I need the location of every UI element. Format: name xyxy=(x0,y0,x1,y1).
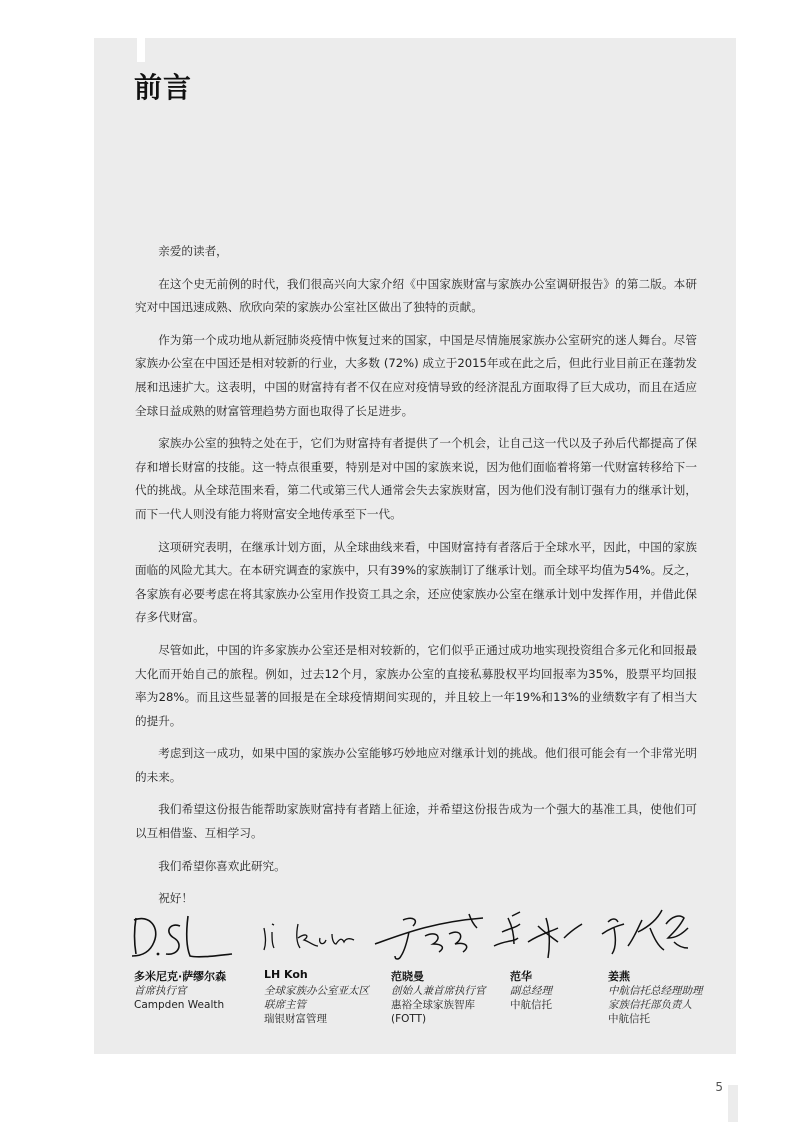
paragraph: 尽管如此，中国的许多家族办公室还是相对较新的，它们似乎正通过成功地实现投资组合多元化和回报最大化而开始自己的旅程。例如，过去12个月，家族办公室的直接私募股权平均回报率为35%，股票平均回报率为28%。而且这些显著的回报是在全球疫情期间实现的，并且较上一年19%和13%的业绩数字有了相当大的提升。 xyxy=(135,642,697,728)
signatory-role: 创始人兼首席执行官 xyxy=(391,985,486,997)
signatory-org: 中航信托 xyxy=(608,1013,650,1025)
signatory-3 xyxy=(373,898,493,1025)
signatory-2 xyxy=(258,898,369,1025)
signatory-org: 瑞银财富管理 xyxy=(264,1013,327,1025)
handwritten-signature xyxy=(128,898,238,964)
signatory-org: 惠裕全球家族智库 xyxy=(391,999,475,1011)
paragraph: 考虑到这一成功，如果中国的家族办公室能够巧妙地应对继承计划的挑战。他们很可能会有一个非常光明的未来。 xyxy=(135,746,697,784)
handwritten-signature xyxy=(258,898,368,964)
signatory-name: 范晓曼 xyxy=(391,970,424,983)
paragraph: 我们希望你喜欢此研究。 xyxy=(158,858,286,873)
handwritten-signature xyxy=(373,898,493,964)
signatory-org: 中航信托 xyxy=(510,999,552,1011)
signatory-1 xyxy=(128,898,238,1011)
closing: 祝好！ xyxy=(158,891,193,906)
signatory-role: 联席主管 xyxy=(264,999,306,1011)
signatory-name: 姜燕 xyxy=(608,970,630,983)
greeting: 亲爱的读者， xyxy=(158,244,228,258)
signatory-role: 副总经理 xyxy=(510,985,552,997)
paragraph: 我们希望这份报告能帮助家族财富持有者踏上征途，并希望这份报告成为一个强大的基准工具，使他们可以互相借鉴、互相学习。 xyxy=(135,802,697,841)
signatory-5 xyxy=(598,898,718,1025)
signatory-name: 范华 xyxy=(510,970,532,983)
signatory-org: Campden Wealth xyxy=(134,999,225,1011)
signatory-role: 家族信托部负责人 xyxy=(608,999,692,1011)
page-edge-tab xyxy=(728,1085,738,1122)
handwritten-signature xyxy=(598,898,718,964)
signatory-org: (FOTT) xyxy=(391,1013,427,1025)
page-title: 前言 xyxy=(134,71,193,104)
signatory-role: 首席执行官 xyxy=(134,985,187,997)
handwritten-signature xyxy=(488,898,598,964)
page-number: 5 xyxy=(715,1080,723,1094)
header-accent-bar xyxy=(137,38,145,62)
signature-block xyxy=(128,898,718,1028)
paragraph: 家族办公室的独特之处在于，它们为财富持有者提供了一个机会，让自己这一代以及子孙后代都提高了保存和增长财富的技能。这一特点很重要，特别是对中国的家族来说，因为他们面临着将第一代财富转移给下一代的挑战。从全球范围来看，第二代或第三代人通常会失去家族财富，因为他们没有制订强有力的继承计划，而下一代人则没有能力将财富安全地传承至下一代。 xyxy=(135,436,697,521)
signatory-name: LH Koh xyxy=(264,968,308,981)
signatory-name: 多米尼克·萨缪尔森 xyxy=(134,970,227,983)
paragraph: 在这个史无前例的时代，我们很高兴向大家介绍《中国家族财富与家族办公室调研报告》的第二版。本研究对中国迅速成熟、欣欣向荣的家族办公室社区做出了独特的贡献。 xyxy=(135,276,697,315)
signatory-4 xyxy=(488,898,598,1011)
paragraph: 作为第一个成功地从新冠肺炎疫情中恢复过来的国家，中国是尽情施展家族办公室研究的迷人舞台。尽管家族办公室在中国还是相对较新的行业，大多数 (72%) 成立于2015年或在此之后，但此行业目前正在蓬勃发展和迅速扩大。这表明，中国的财富持有者不仅在应对疫情导致的经济混乱方面取得了巨大成功，而且在适应全球日益成熟的财富管理趋势方面也取得了长足进步。 xyxy=(135,332,697,418)
signatory-role: 中航信托总经理助理 xyxy=(608,985,703,997)
signatory-role: 全球家族办公室亚太区 xyxy=(264,985,369,997)
paragraph: 这项研究表明，在继承计划方面，从全球曲线来看，中国财富持有者落后于全球水平，因此，中国的家族面临的风险尤其大。在本研究调查的家族中，只有39%的家族制订了继承计划。而全球平均值为54%。反之，各家族有必要考虑在将其家族办公室用作投资工具之余，还应使家族办公室在继承计划中发挥作用，并借此保存多代财富。 xyxy=(135,539,697,625)
letter-body xyxy=(135,240,697,920)
